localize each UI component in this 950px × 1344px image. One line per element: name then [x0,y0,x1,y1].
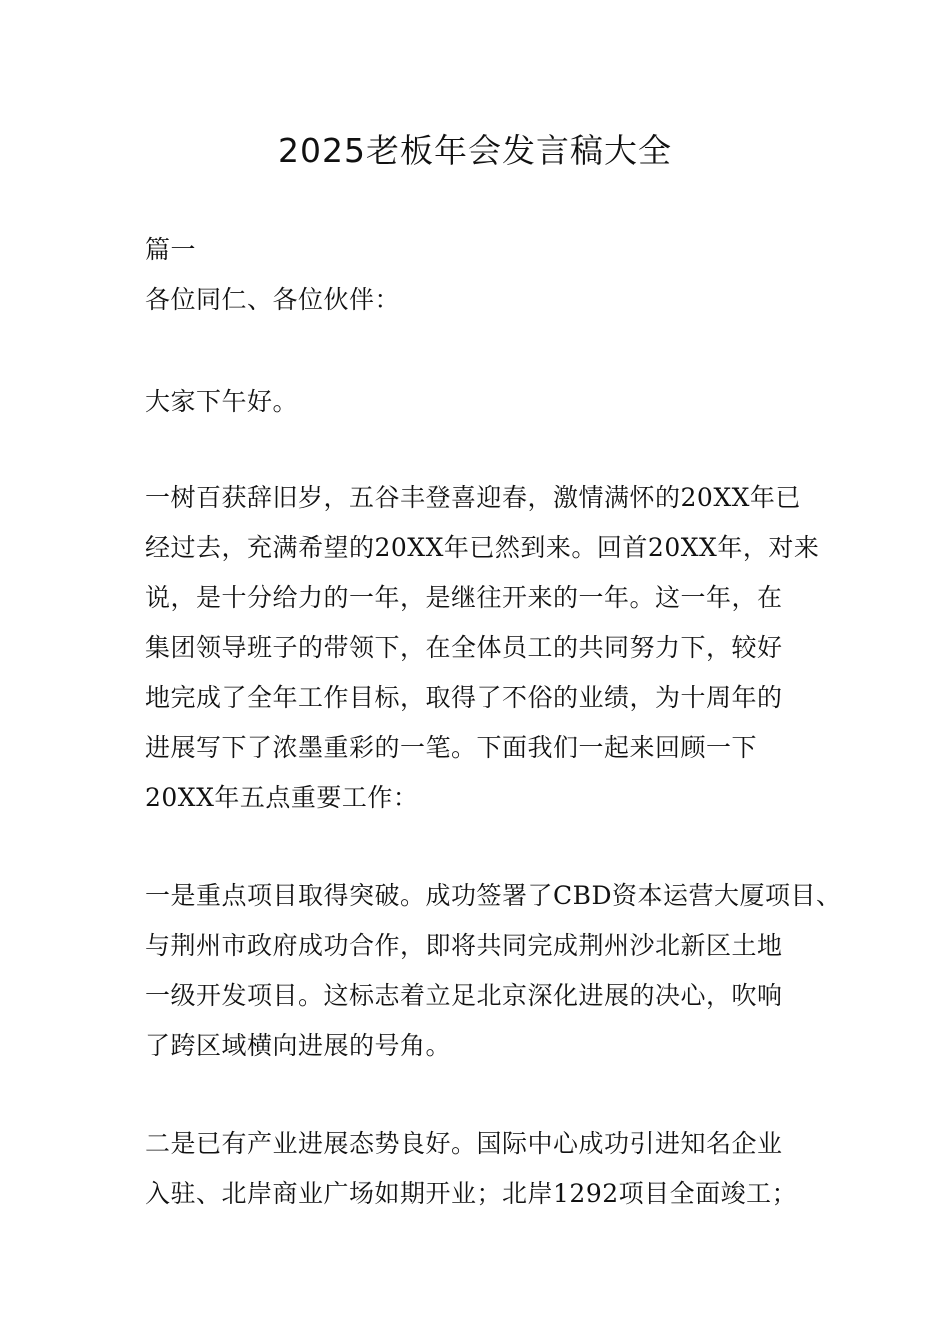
section-heading: 篇一 [145,235,197,264]
salutation: 各位同仁、各位伙伴： [145,285,401,314]
greeting: 大家下午好。 [145,387,299,416]
paragraph-line: 20XX年五点重要工作： [145,783,419,812]
paragraph-line: 与荆州市政府成功合作，即将共同完成荆州沙北新区土地 [145,931,783,960]
paragraph-line: 说，是十分给力的一年，是继往开来的一年。这一年，在 [145,583,783,612]
paragraph-line: 进展写下了浓墨重彩的一笔。下面我们一起来回顾一下 [145,733,758,762]
paragraph-line: 一是重点项目取得突破。成功签署了CBD资本运营大厦项目、 [145,881,842,910]
paragraph-line: 入驻、北岸商业广场如期开业；北岸1292项目全面竣工； [145,1179,798,1208]
paragraph-line: 一树百获辞旧岁，五谷丰登喜迎春，激情满怀的20XX年已 [145,483,801,512]
paragraph-line: 集团领导班子的带领下，在全体员工的共同努力下，较好 [145,633,783,662]
paragraph-line: 二是已有产业进展态势良好。国际中心成功引进知名企业 [145,1129,783,1158]
paragraph-line: 了跨区域横向进展的号角。 [145,1031,452,1060]
paragraph-line: 地完成了全年工作目标，取得了不俗的业绩，为十周年的 [145,683,783,712]
paragraph-line: 一级开发项目。这标志着立足北京深化进展的决心，吹响 [145,981,783,1010]
paragraph-line: 经过去，充满希望的20XX年已然到来。回首20XX年，对来 [145,533,820,562]
document-title: 2025老板年会发言稿大全 [278,131,672,170]
